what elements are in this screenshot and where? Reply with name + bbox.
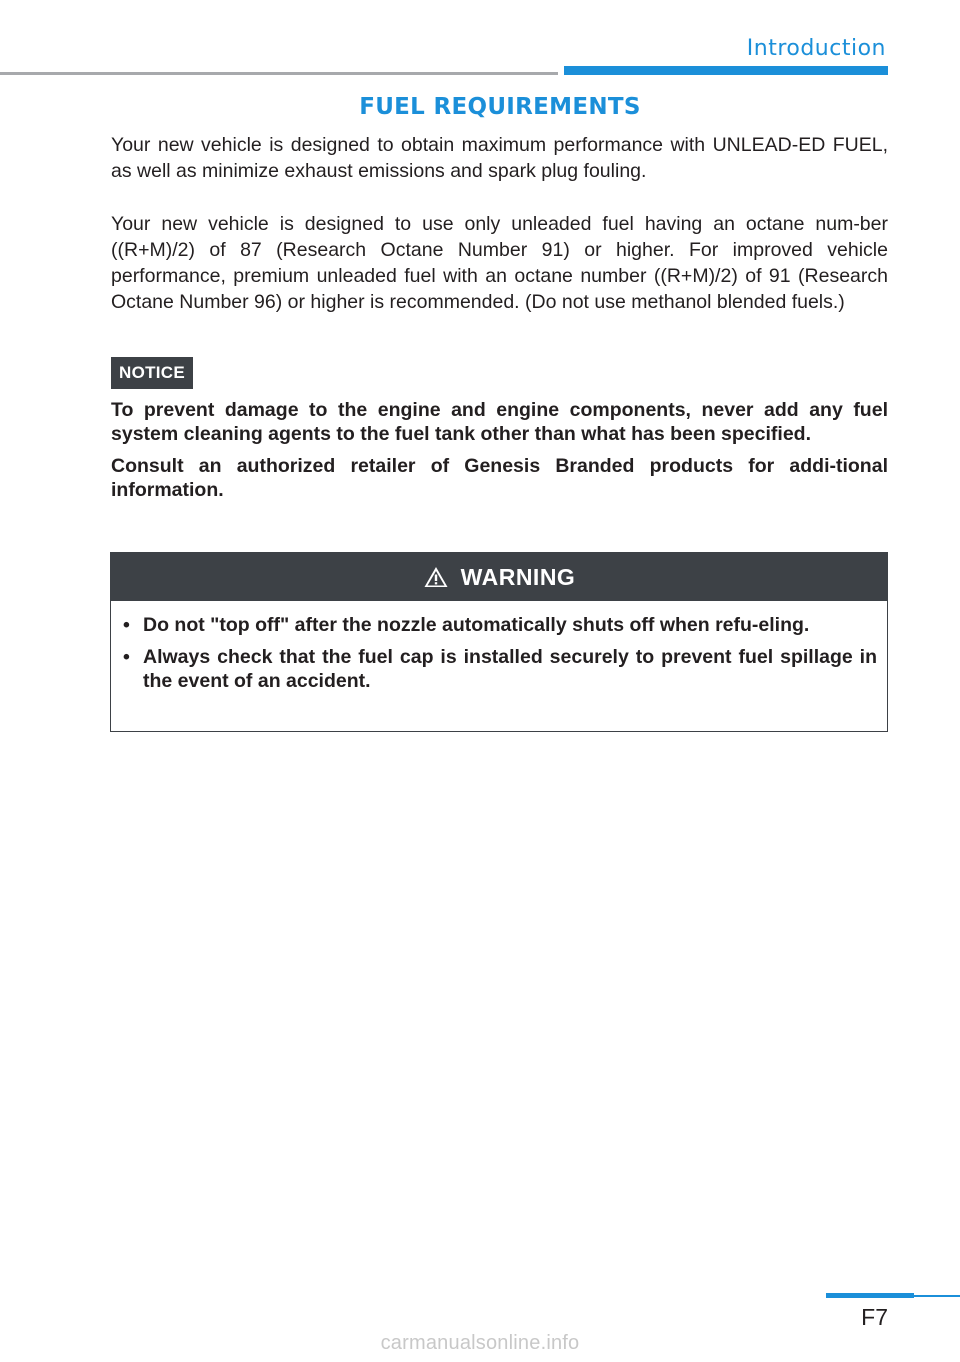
octane-paragraph: Your new vehicle is designed to use only unleaded fuel having an octane num-ber ((R+M)/2) of 87 (Research Octane Number 91) or higher. For improved vehicle performance, premium unleaded fuel with an octane number ((R+M)/2) of 91 (Research Octane Number 96) or higher is recommended. (Do not use methanol blended fuels.) [111, 213, 888, 313]
warning-item [123, 645, 877, 693]
warning-item [123, 613, 877, 637]
header-rule-blue [564, 66, 888, 75]
warning-item-text: Do not "top off" after the nozzle automatically shuts off when refu-eling. [143, 614, 810, 636]
warning-triangle-icon [423, 565, 449, 589]
header-rule-gray [0, 72, 558, 75]
bullet-mark: • [123, 646, 130, 668]
footer-rule-thin [914, 1295, 960, 1297]
page-title: FUEL REQUIREMENTS [359, 94, 641, 120]
notice-badge: NOTICE [111, 357, 193, 389]
warning-header [111, 553, 887, 601]
warning-box [110, 552, 888, 732]
warning-item-text: Always check that the fuel cap is installed securely to prevent fuel spillage in the event of an accident. [143, 646, 877, 692]
section-label: Introduction [746, 36, 886, 61]
notice-item: To prevent damage to the engine and engine components, never add any fuel system cleaning agents to the fuel tank other than what has been specified. [111, 399, 888, 445]
footer-rule [826, 1293, 914, 1298]
page-number: F7 [861, 1304, 888, 1330]
notice-text [111, 398, 888, 510]
intro-paragraph: Your new vehicle is designed to obtain maximum performance with UNLEAD-ED FUEL, as well as minimize exhaust emissions and spark plug fouling. [111, 134, 888, 182]
notice-item: Consult an authorized retailer of Genesis Branded products for addi-tional information. [111, 455, 888, 501]
watermark: carmanualsonline.info [380, 1332, 580, 1354]
bullet-mark: • [123, 614, 130, 636]
warning-list [111, 601, 887, 693]
warning-label: WARNING [460, 563, 576, 590]
